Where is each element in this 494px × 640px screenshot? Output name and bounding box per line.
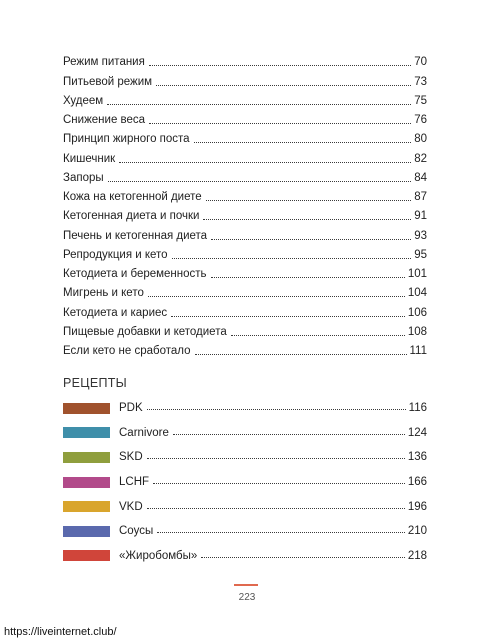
- toc-entry[interactable]: [63, 281, 427, 300]
- toc-entry-page: 80: [414, 133, 427, 146]
- recipe-entry-page: 166: [407, 476, 427, 489]
- recipe-entry[interactable]: [63, 421, 427, 446]
- recipes-list: [63, 396, 427, 568]
- dot-leader: [211, 239, 411, 240]
- recipe-entry-title: LCHF: [119, 476, 150, 489]
- color-swatch: [63, 403, 110, 414]
- recipe-entry-page: 124: [407, 426, 427, 439]
- toc-entry-page: 104: [407, 287, 427, 300]
- dot-leader: [201, 557, 405, 558]
- recipe-entry[interactable]: [63, 445, 427, 470]
- dot-leader: [149, 123, 411, 124]
- recipe-entry[interactable]: [63, 544, 427, 569]
- color-swatch: [63, 501, 110, 512]
- dot-leader: [147, 458, 405, 459]
- toc-entry[interactable]: [63, 223, 427, 242]
- toc-entry[interactable]: [63, 339, 427, 358]
- toc-entry-title: Если кето не сработало: [63, 345, 191, 358]
- dot-leader: [157, 532, 405, 533]
- toc-entry-title: Печень и кетогенная диета: [63, 229, 208, 242]
- dot-leader: [171, 316, 405, 317]
- table-of-contents: [63, 50, 427, 358]
- dot-leader: [203, 219, 411, 220]
- toc-entry-page: 95: [414, 248, 427, 261]
- toc-entry-page: 76: [414, 114, 427, 127]
- toc-entry-page: 106: [407, 306, 427, 319]
- toc-entry[interactable]: [63, 166, 427, 185]
- toc-entry-page: 111: [409, 345, 427, 358]
- toc-entry-title: Мигрень и кето: [63, 287, 144, 300]
- toc-entry-title: Снижение веса: [63, 114, 146, 127]
- recipe-entry-title: SKD: [119, 451, 143, 464]
- dot-leader: [149, 65, 411, 66]
- toc-entry-page: 75: [414, 94, 427, 107]
- toc-entry-title: Кетодиета и кариес: [63, 306, 168, 319]
- toc-entry-page: 70: [414, 56, 427, 69]
- recipe-entry-page: 218: [407, 549, 427, 562]
- toc-entry[interactable]: [63, 127, 427, 146]
- toc-entry[interactable]: [63, 204, 427, 223]
- color-swatch: [63, 526, 110, 537]
- toc-entry-page: 82: [414, 152, 427, 165]
- toc-entry-title: Репродукция и кето: [63, 248, 168, 261]
- toc-entry-title: Кожа на кетогенной диете: [63, 191, 202, 204]
- dot-leader: [156, 85, 411, 86]
- recipe-entry-page: 210: [407, 525, 427, 538]
- toc-entry[interactable]: [63, 69, 427, 88]
- recipe-entry-page: 196: [407, 500, 427, 513]
- toc-entry[interactable]: [63, 185, 427, 204]
- recipe-entry-title: «Жиробомбы»: [119, 549, 198, 562]
- toc-entry[interactable]: [63, 108, 427, 127]
- toc-entry[interactable]: [63, 50, 427, 69]
- toc-entry-title: Запоры: [63, 171, 104, 184]
- dot-leader: [206, 200, 412, 201]
- toc-entry-page: 93: [414, 229, 427, 242]
- color-swatch: [63, 477, 110, 488]
- recipe-entry-title: VKD: [119, 500, 143, 513]
- dot-leader: [147, 508, 405, 509]
- dot-leader: [107, 104, 411, 105]
- recipe-entry[interactable]: [63, 494, 427, 519]
- toc-entry-page: 84: [414, 171, 427, 184]
- toc-entry-page: 108: [407, 325, 427, 338]
- toc-entry[interactable]: [63, 243, 427, 262]
- toc-entry[interactable]: [63, 262, 427, 281]
- color-swatch: [63, 427, 110, 438]
- recipe-entry-page: 116: [408, 402, 427, 415]
- recipes-heading: РЕЦЕПТЫ: [63, 376, 128, 390]
- footer-accent-line: [234, 584, 258, 586]
- color-swatch: [63, 452, 110, 463]
- toc-entry[interactable]: [63, 300, 427, 319]
- dot-leader: [148, 296, 405, 297]
- recipe-entry[interactable]: [63, 519, 427, 544]
- source-link[interactable]: https://liveinternet.club/: [4, 626, 117, 638]
- page-number: 223: [238, 592, 256, 603]
- dot-leader: [172, 258, 412, 259]
- toc-entry-title: Питьевой режим: [63, 75, 153, 88]
- toc-entry[interactable]: [63, 146, 427, 165]
- dot-leader: [195, 354, 407, 355]
- dot-leader: [194, 142, 412, 143]
- toc-entry-page: 87: [414, 191, 427, 204]
- toc-entry-title: Кетодиета и беременность: [63, 268, 207, 281]
- toc-entry-page: 73: [414, 75, 427, 88]
- dot-leader: [153, 483, 405, 484]
- recipe-entry[interactable]: [63, 396, 427, 421]
- toc-entry-title: Принцип жирного поста: [63, 133, 190, 146]
- toc-entry-title: Режим питания: [63, 56, 145, 69]
- dot-leader: [211, 277, 405, 278]
- dot-leader: [119, 162, 411, 163]
- recipe-entry-page: 136: [407, 451, 427, 464]
- dot-leader: [173, 434, 405, 435]
- toc-entry[interactable]: [63, 89, 427, 108]
- toc-entry-page: 101: [407, 268, 427, 281]
- toc-entry-page: 91: [414, 210, 427, 223]
- toc-entry-title: Кетогенная диета и почки: [63, 210, 200, 223]
- toc-entry-title: Пищевые добавки и кетодиета: [63, 325, 227, 338]
- dot-leader: [108, 181, 412, 182]
- recipe-entry-title: PDK: [119, 402, 143, 415]
- recipe-entry-title: Carnivore: [119, 426, 169, 439]
- dot-leader: [231, 335, 405, 336]
- toc-entry-title: Худеем: [63, 94, 104, 107]
- color-swatch: [63, 550, 110, 561]
- toc-entry-title: Кишечник: [63, 152, 116, 165]
- recipe-entry-title: Соусы: [119, 525, 154, 538]
- toc-entry[interactable]: [63, 320, 427, 339]
- recipe-entry[interactable]: [63, 470, 427, 495]
- dot-leader: [147, 409, 406, 410]
